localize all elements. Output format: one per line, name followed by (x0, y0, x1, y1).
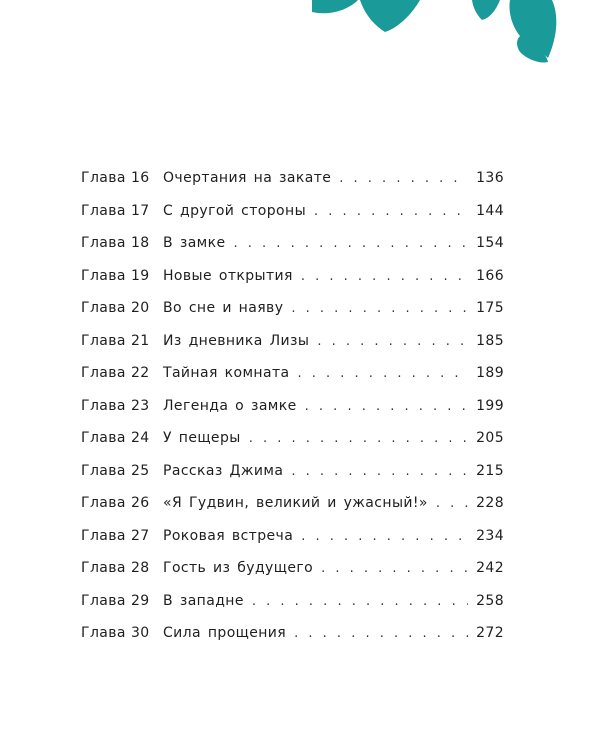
page-number: 166 (476, 267, 504, 284)
chapter-title: Из дневника Лизы (163, 332, 310, 349)
chapter-title: Сила прощения (163, 625, 287, 641)
dot-leader (297, 366, 468, 381)
chapter-label: Глава (81, 365, 126, 381)
page-number: 272 (476, 625, 504, 641)
dot-leader (294, 626, 468, 641)
dot-leader (317, 334, 468, 349)
chapter-label: Глава (81, 332, 126, 349)
page-number: 136 (476, 170, 504, 186)
toc-entry (81, 528, 504, 561)
chapter-title: Тайная комната (163, 365, 290, 381)
chapter-title: Во сне и наяву (163, 300, 284, 316)
chapter-title: Очертания на закате (163, 170, 332, 186)
dot-leader (314, 204, 468, 219)
page-number: 199 (476, 397, 504, 414)
page-number: 205 (476, 430, 504, 446)
chapter-label: Глава (81, 495, 126, 511)
chapter-title: Гость из будущего (163, 560, 314, 576)
teal-leaves-illustration (0, 0, 600, 110)
toc-entry (81, 430, 504, 463)
dot-leader (436, 496, 468, 511)
chapter-number: 20 (131, 300, 150, 316)
dot-leader (234, 236, 468, 251)
chapter-title: Новые открытия (163, 267, 293, 284)
toc-entry (81, 463, 504, 496)
page-number: 228 (476, 495, 504, 511)
chapter-number: 16 (131, 170, 150, 186)
toc-entry (81, 268, 504, 301)
toc-entry (81, 333, 504, 366)
page-number: 185 (476, 332, 504, 349)
table-of-contents (81, 170, 504, 658)
toc-entry (81, 495, 504, 528)
chapter-label: Глава (81, 202, 126, 219)
dot-leader (252, 594, 468, 609)
chapter-number: 17 (131, 202, 150, 219)
chapter-number: 28 (131, 560, 150, 576)
toc-entry (81, 625, 504, 658)
chapter-title: Рассказ Джима (163, 462, 284, 479)
dot-leader (301, 269, 468, 284)
chapter-title: Роковая встреча (163, 527, 294, 544)
chapter-label: Глава (81, 462, 126, 479)
chapter-label: Глава (81, 625, 126, 641)
toc-entry (81, 593, 504, 626)
page-number: 234 (476, 527, 504, 544)
chapter-number: 26 (131, 495, 150, 511)
dot-leader (249, 431, 468, 446)
chapter-title: В замке (163, 235, 226, 251)
chapter-title: С другой стороны (163, 202, 307, 219)
toc-entry (81, 235, 504, 268)
chapter-number: 30 (131, 625, 150, 641)
page-number: 242 (476, 560, 504, 576)
chapter-number: 18 (131, 235, 150, 251)
page-number: 189 (476, 365, 504, 381)
chapter-label: Глава (81, 397, 126, 414)
dot-leader (301, 529, 468, 544)
toc-entry (81, 365, 504, 398)
dot-leader (291, 464, 468, 479)
chapter-title: «Я Гудвин, великий и ужасный!» (163, 495, 428, 511)
dot-leader (339, 171, 468, 186)
dot-leader (321, 561, 468, 576)
toc-entry (81, 203, 504, 236)
chapter-label: Глава (81, 430, 126, 446)
toc-entry (81, 560, 504, 593)
chapter-number: 27 (131, 527, 150, 544)
chapter-number: 24 (131, 430, 150, 446)
page-number: 154 (476, 235, 504, 251)
toc-entry (81, 170, 504, 203)
toc-entry (81, 300, 504, 333)
toc-entry (81, 398, 504, 431)
chapter-title: В западне (163, 592, 244, 609)
chapter-number: 22 (131, 365, 150, 381)
chapter-label: Глава (81, 170, 126, 186)
dot-leader (305, 399, 468, 414)
chapter-number: 25 (131, 462, 150, 479)
dot-leader (291, 301, 468, 316)
chapter-label: Глава (81, 592, 126, 609)
page-number: 215 (476, 462, 504, 479)
chapter-number: 19 (131, 267, 150, 284)
chapter-number: 29 (131, 592, 150, 609)
chapter-number: 23 (131, 397, 150, 414)
chapter-label: Глава (81, 527, 126, 544)
page-number: 144 (476, 202, 504, 219)
chapter-label: Глава (81, 300, 126, 316)
chapter-label: Глава (81, 267, 126, 284)
page-number: 258 (476, 592, 504, 609)
chapter-title: У пещеры (163, 430, 241, 446)
chapter-title: Легенда о замке (163, 397, 297, 414)
chapter-label: Глава (81, 235, 126, 251)
chapter-number: 21 (131, 332, 150, 349)
chapter-label: Глава (81, 560, 126, 576)
page-number: 175 (476, 300, 504, 316)
